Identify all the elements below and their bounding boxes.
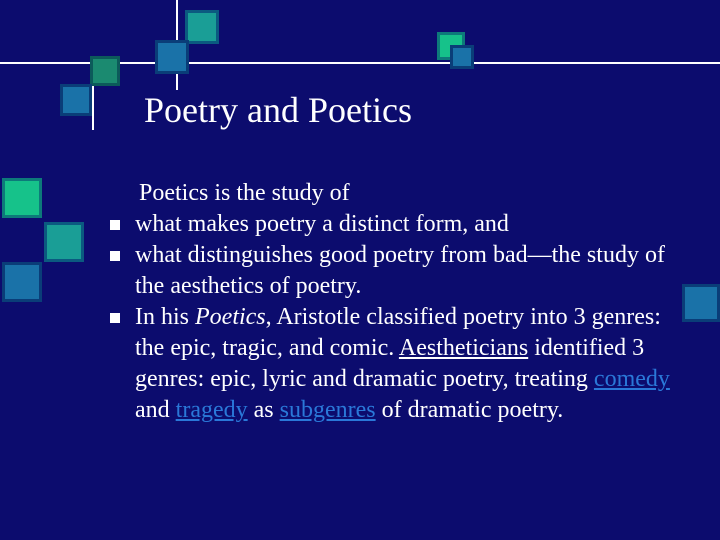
deco-square-6 (60, 84, 92, 116)
poetics-italic: Poetics (195, 304, 266, 330)
deco-square-9 (2, 262, 42, 302)
square-bullet-icon (110, 220, 120, 230)
bullet-3-text (135, 302, 695, 426)
bullet-2 (135, 240, 695, 302)
deco-square-7 (2, 178, 42, 218)
bullet-3-pre: In his (135, 304, 195, 330)
bullet-2-text: what distinguishes good poetry from bad—the study of the aesthetics of poetry. (135, 242, 665, 299)
aestheticians-link[interactable]: Aestheticians (398, 335, 529, 361)
square-bullet-icon (110, 251, 120, 261)
deco-square-5 (90, 56, 120, 86)
subgenres-link[interactable]: subgenres (279, 397, 376, 423)
deco-square-2 (155, 40, 189, 74)
bullet-3-and: and (135, 397, 176, 423)
bullet-3-end: of dramatic poetry. (375, 397, 564, 423)
deco-square-8 (44, 222, 84, 262)
tragedy-link[interactable]: tragedy (175, 397, 248, 423)
comedy-link[interactable]: comedy (593, 366, 670, 392)
bullet-1 (135, 209, 695, 240)
bullet-3-as: as (247, 397, 280, 423)
intro-line: Poetics is the study of (139, 180, 350, 206)
slide-title: Poetry and Poetics (144, 90, 412, 130)
slide-body (135, 178, 695, 426)
deco-square-1 (185, 10, 219, 44)
deco-square-4 (450, 45, 474, 69)
square-bullet-icon (110, 313, 120, 323)
bullet-3 (135, 302, 695, 426)
bullet-3-mid2: identified 3 genres: epic, lyric and dramatic poetry, treating (135, 335, 645, 392)
bullet-1-text: what makes poetry a distinct form, and (135, 211, 509, 237)
bullet-3-mid: , Aristotle classified poetry into 3 genres: the epic, tragic, and comic. (135, 304, 661, 361)
